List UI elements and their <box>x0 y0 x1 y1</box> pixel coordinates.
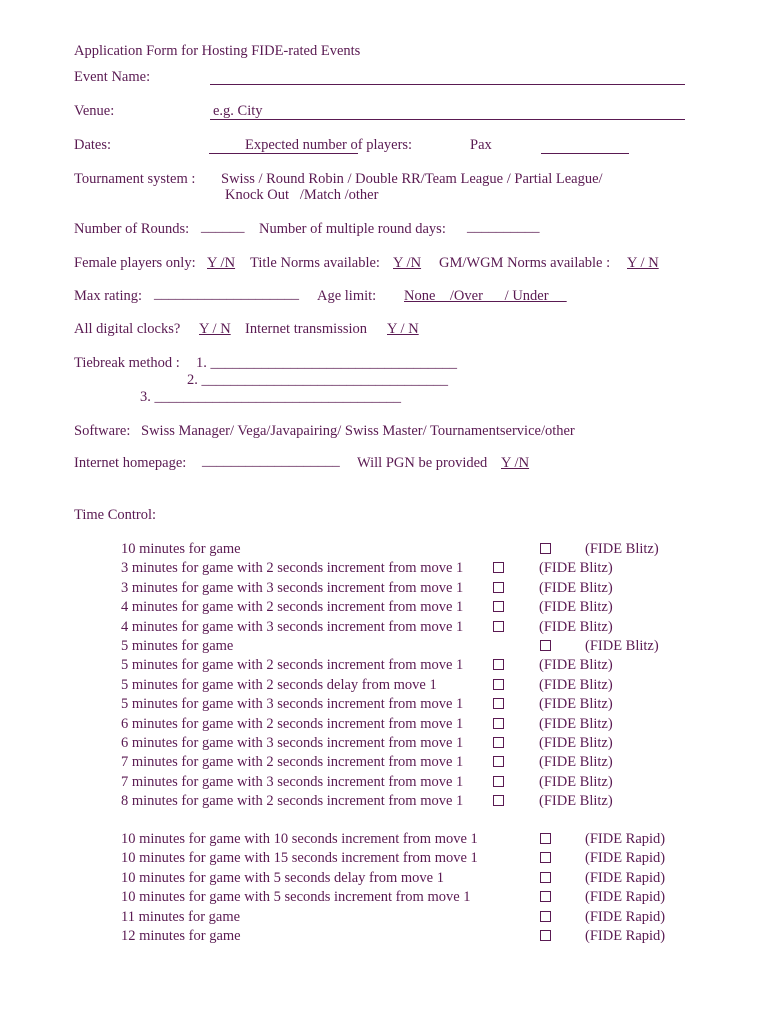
checkbox-icon[interactable] <box>540 640 551 651</box>
blitz-option-label: (FIDE Blitz) <box>539 579 613 596</box>
blitz-option-label: (FIDE Blitz) <box>539 618 613 635</box>
blitz-option-label: (FIDE Blitz) <box>539 754 613 771</box>
rapid-option-text: 10 minutes for game with 10 seconds increment from move 1 <box>121 831 478 847</box>
blitz-option-label: (FIDE Blitz) <box>539 560 613 577</box>
checkbox-icon[interactable] <box>493 621 504 632</box>
checkbox-icon[interactable] <box>540 543 551 554</box>
rapid-option-label: (FIDE Rapid) <box>585 869 666 886</box>
time-control-label: Time Control: <box>74 507 157 523</box>
rapid-option-text: 12 minutes for game <box>121 928 241 944</box>
blitz-option-text: 8 minutes for game with 2 seconds increment from move 1 <box>121 793 464 810</box>
checkbox-icon[interactable] <box>493 718 504 729</box>
blitz-option-text: 3 minutes for game with 2 seconds increment from move 1 <box>121 560 464 577</box>
checkbox-icon[interactable] <box>493 659 504 670</box>
checkbox-icon[interactable] <box>540 891 551 902</box>
blitz-option-label: (FIDE Blitz) <box>539 696 613 713</box>
blitz-option-text: 10 minutes for game <box>121 541 241 557</box>
pgn-label: Will PGN be provided <box>357 455 488 471</box>
blitz-option-text: 6 minutes for game with 2 seconds increment from move 1 <box>121 715 464 732</box>
multi-round-days-label: Number of multiple round days: <box>259 221 446 237</box>
blitz-option-text: 7 minutes for game with 3 seconds increment from move 1 <box>121 773 464 790</box>
blitz-option-label: (FIDE Blitz) <box>539 773 613 790</box>
blitz-option-text: 5 minutes for game with 2 seconds delay from move 1 <box>121 676 437 693</box>
checkbox-icon[interactable] <box>493 776 504 787</box>
female-choice[interactable]: Y /N <box>207 255 236 271</box>
blitz-option-text: 7 minutes for game with 2 seconds increment from move 1 <box>121 754 464 771</box>
homepage-field[interactable]: ___________________ <box>202 453 340 469</box>
rapid-option-text: 10 minutes for game with 5 seconds delay from move 1 <box>121 869 444 886</box>
title-norms-choice[interactable]: Y /N <box>393 255 422 271</box>
event-name-field[interactable] <box>210 84 685 85</box>
digital-clocks-label: All digital clocks? <box>74 321 181 337</box>
blitz-option-label: (FIDE Blitz) <box>539 735 613 751</box>
pax-label: Pax <box>470 137 492 153</box>
pgn-choice[interactable]: Y /N <box>501 455 530 471</box>
rounds-field[interactable]: ______ <box>201 219 245 235</box>
form-title: Application Form for Hosting FIDE-rated Events <box>74 43 361 59</box>
tiebreak-1-field[interactable]: 1. __________________________________ <box>196 355 457 371</box>
blitz-option-text: 5 minutes for game <box>121 638 234 654</box>
rapid-option-text: 11 minutes for game <box>121 908 241 925</box>
software-options[interactable]: Swiss Manager/ Vega/Javapairing/ Swiss Master/ Tournamentservice/other <box>141 423 575 439</box>
tiebreak-3-field[interactable]: 3. __________________________________ <box>140 389 401 405</box>
checkbox-icon[interactable] <box>493 737 504 748</box>
blitz-option-text: 4 minutes for game with 3 seconds increment from move 1 <box>121 618 464 635</box>
homepage-label: Internet homepage: <box>74 455 187 471</box>
blitz-option-label: (FIDE Blitz) <box>585 541 659 557</box>
age-limit-choice[interactable]: None /Over / Under <box>404 288 567 304</box>
blitz-option-label: (FIDE Blitz) <box>539 657 613 674</box>
venue-placeholder: e.g. City <box>213 103 263 119</box>
tournament-system-options[interactable]: Swiss / Round Robin / Double RR/Team League / Partial League/ <box>221 171 603 187</box>
blitz-option-text: 3 minutes for game with 3 seconds increment from move 1 <box>121 579 464 596</box>
max-rating-label: Max rating: <box>74 288 143 304</box>
internet-transmission-label: Internet transmission <box>245 321 368 337</box>
internet-transmission-choice[interactable]: Y / N <box>387 321 419 337</box>
digital-clocks-choice[interactable]: Y / N <box>199 321 231 337</box>
rounds-label: Number of Rounds: <box>74 221 190 237</box>
venue-field[interactable] <box>210 119 685 120</box>
tournament-system-label: Tournament system : <box>74 171 196 187</box>
rapid-option-label: (FIDE Rapid) <box>585 831 666 847</box>
event-name-label: Event Name: <box>74 69 151 85</box>
checkbox-icon[interactable] <box>540 911 551 922</box>
blitz-option-text: 6 minutes for game with 3 seconds increment from move 1 <box>121 735 464 751</box>
checkbox-icon[interactable] <box>540 930 551 941</box>
gm-norms-label: GM/WGM Norms available : <box>439 255 611 271</box>
blitz-option-label: (FIDE Blitz) <box>585 638 659 654</box>
checkbox-icon[interactable] <box>540 852 551 863</box>
checkbox-icon[interactable] <box>540 833 551 844</box>
checkbox-icon[interactable] <box>493 582 504 593</box>
blitz-option-text: 5 minutes for game with 2 seconds increment from move 1 <box>121 657 464 674</box>
blitz-option-label: (FIDE Blitz) <box>539 676 613 693</box>
blitz-option-label: (FIDE Blitz) <box>539 715 613 732</box>
checkbox-icon[interactable] <box>493 795 504 806</box>
checkbox-icon[interactable] <box>493 756 504 767</box>
dates-label: Dates: <box>74 137 112 153</box>
checkbox-icon[interactable] <box>493 698 504 709</box>
age-limit-label: Age limit: <box>317 288 377 304</box>
rapid-option-label: (FIDE Rapid) <box>585 908 666 925</box>
blitz-option-label: (FIDE Blitz) <box>539 599 613 616</box>
rapid-option-label: (FIDE Rapid) <box>585 889 666 906</box>
female-label: Female players only: <box>74 255 196 271</box>
blitz-option-text: 4 minutes for game with 2 seconds increment from move 1 <box>121 599 464 616</box>
gm-norms-choice[interactable]: Y / N <box>627 255 659 271</box>
tiebreak-2-field[interactable]: 2. __________________________________ <box>187 372 448 388</box>
checkbox-icon[interactable] <box>540 872 551 883</box>
rapid-option-text: 10 minutes for game with 5 seconds increment from move 1 <box>121 889 471 906</box>
title-norms-label: Title Norms available: <box>250 255 380 271</box>
venue-label: Venue: <box>74 103 115 119</box>
tiebreak-label: Tiebreak method : <box>74 355 180 371</box>
pax-field[interactable] <box>541 153 629 154</box>
rapid-option-text: 10 minutes for game with 15 seconds increment from move 1 <box>121 850 478 867</box>
max-rating-field[interactable]: ____________________ <box>154 286 299 302</box>
checkbox-icon[interactable] <box>493 601 504 612</box>
tournament-system-options-2[interactable]: Knock Out /Match /other <box>225 187 379 203</box>
rapid-option-label: (FIDE Rapid) <box>585 850 666 867</box>
multi-round-days-field[interactable]: __________ <box>467 219 540 235</box>
checkbox-icon[interactable] <box>493 679 504 690</box>
rapid-option-label: (FIDE Rapid) <box>585 928 666 944</box>
blitz-option-label: (FIDE Blitz) <box>539 793 613 810</box>
blitz-option-text: 5 minutes for game with 3 seconds increment from move 1 <box>121 696 464 713</box>
software-label: Software: <box>74 423 131 439</box>
expected-players-label: Expected number of players: <box>245 137 413 153</box>
checkbox-icon[interactable] <box>493 562 504 573</box>
